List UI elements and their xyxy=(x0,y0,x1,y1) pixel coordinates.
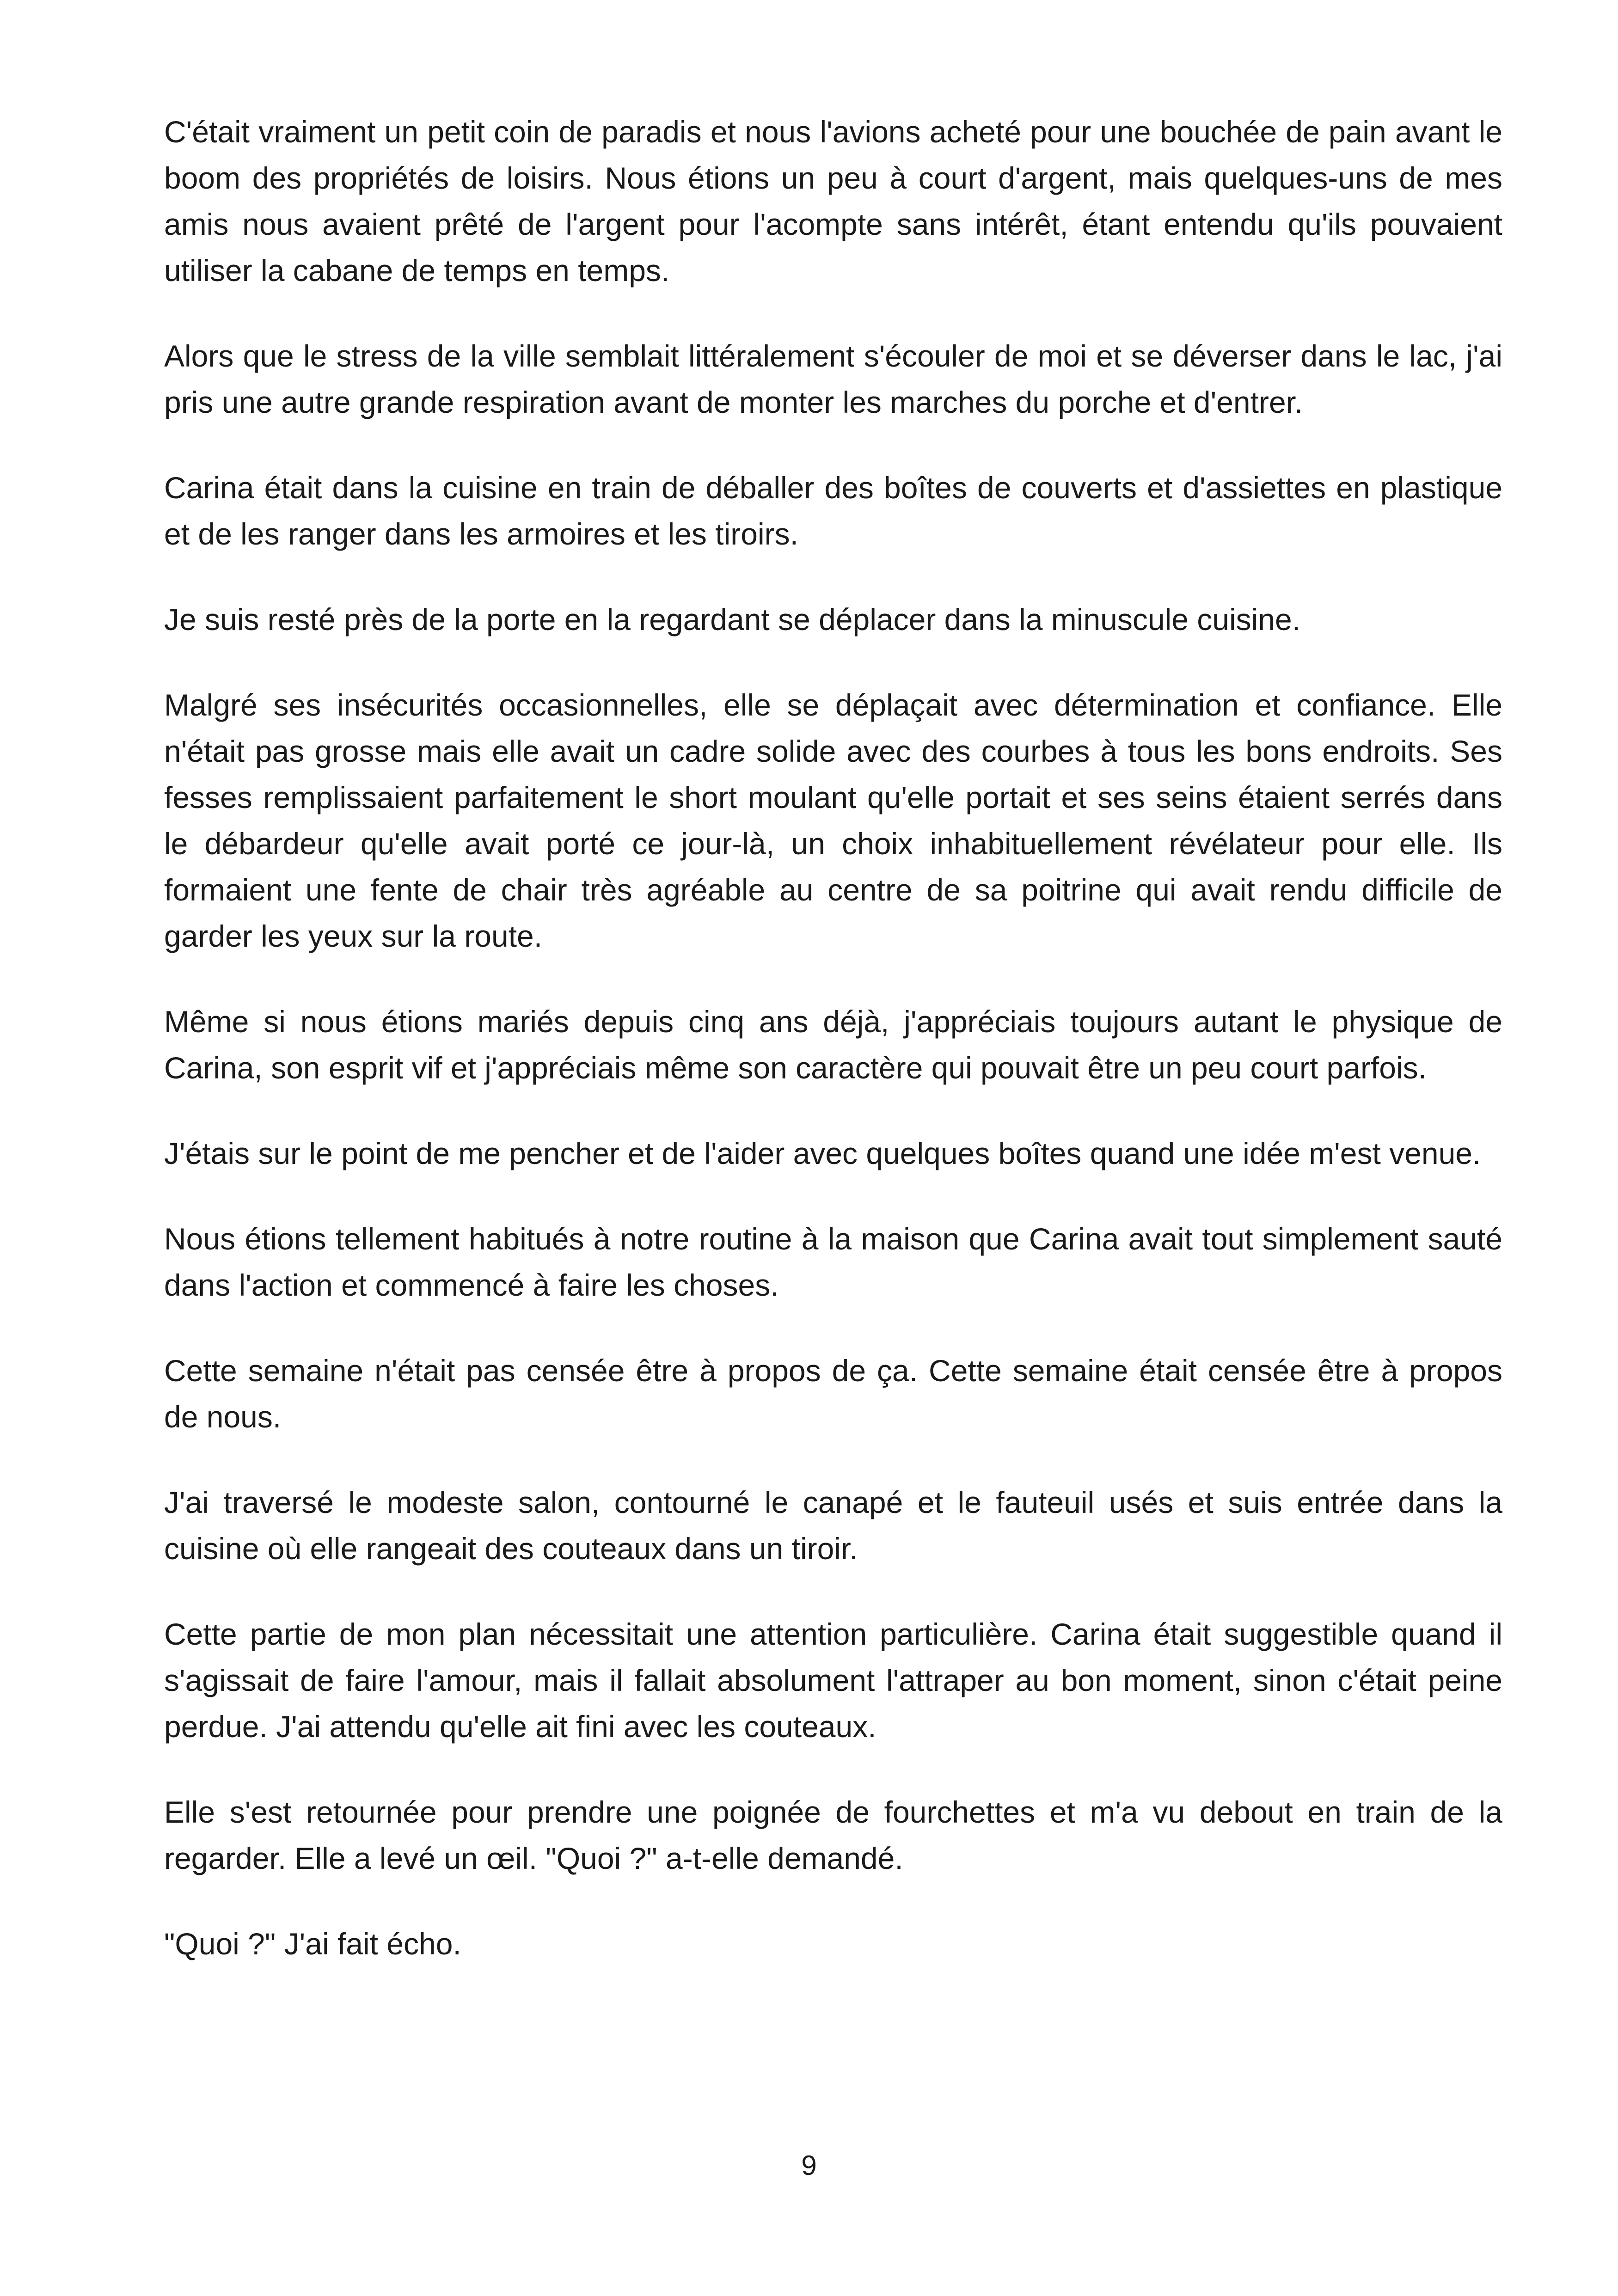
paragraph: Cette partie de mon plan nécessitait une attention particulière. Carina était suggestible quand il s'agissait de faire l'amour, mais il fallait absolument l'attraper au bon moment, sinon c'était peine perdue. J'ai attendu qu'elle ait fini avec les couteaux. xyxy=(164,1617,1502,1744)
paragraph: Nous étions tellement habitués à notre routine à la maison que Carina avait tout simplement sauté dans l'action et commencé à faire les choses. xyxy=(164,1222,1502,1302)
paragraph: "Quoi ?" J'ai fait écho. xyxy=(164,1927,461,1961)
paragraph: Elle s'est retournée pour prendre une poignée de fourchettes et m'a vu debout en train de la regarder. Elle a levé un œil. "Quoi ?" a-t-elle demandé. xyxy=(164,1795,1502,1875)
page-number: 9 xyxy=(801,2150,817,2181)
paragraph: Cette semaine n'était pas censée être à propos de ça. Cette semaine était censée être à propos de nous. xyxy=(164,1353,1502,1434)
paragraph: Malgré ses insécurités occasionnelles, elle se déplaçait avec détermination et confiance. Elle n'était pas grosse mais elle avait un cadre solide avec des courbes à tous les bons endroits. Ses fesses remplissaient parfaitement le short moulant qu'elle portait et ses seins étaient serrés dans le débardeur qu'elle avait porté ce jour-là, un choix inhabituellement révélateur pour elle. Ils formaient une fente de chair très agréable au centre de sa poitrine qui avait rendu difficile de garder les yeux sur la route. xyxy=(164,688,1502,953)
paragraph: Alors que le stress de la ville semblait littéralement s'écouler de moi et se déverser dans le lac, j'ai pris une autre grande respiration avant de monter les marches du porche et d'entrer. xyxy=(164,339,1502,419)
paragraph: J'étais sur le point de me pencher et de l'aider avec quelques boîtes quand une idée m'est venue. xyxy=(164,1136,1481,1170)
paragraph: Même si nous étions mariés depuis cinq ans déjà, j'appréciais toujours autant le physique de Carina, son esprit vif et j'appréciais même son caractère qui pouvait être un peu court parfois. xyxy=(164,1004,1502,1085)
paragraph: Carina était dans la cuisine en train de déballer des boîtes de couverts et d'assiettes en plastique et de les ranger dans les armoires et les tiroirs. xyxy=(164,471,1502,551)
body-text xyxy=(164,109,1502,2006)
paragraph: Je suis resté près de la porte en la regardant se déplacer dans la minuscule cuisine. xyxy=(164,602,1301,637)
paragraph: C'était vraiment un petit coin de paradis et nous l'avions acheté pour une bouchée de pain avant le boom des propriétés de loisirs. Nous étions un peu à court d'argent, mais quelques-uns de mes amis nous avaient prêté de l'argent pour l'acompte sans intérêt, étant entendu qu'ils pouvaient utiliser la cabane de temps en temps. xyxy=(164,115,1502,288)
paragraph: J'ai traversé le modeste salon, contourné le canapé et le fauteuil usés et suis entrée dans la cuisine où elle rangeait des couteaux dans un tiroir. xyxy=(164,1485,1502,1566)
